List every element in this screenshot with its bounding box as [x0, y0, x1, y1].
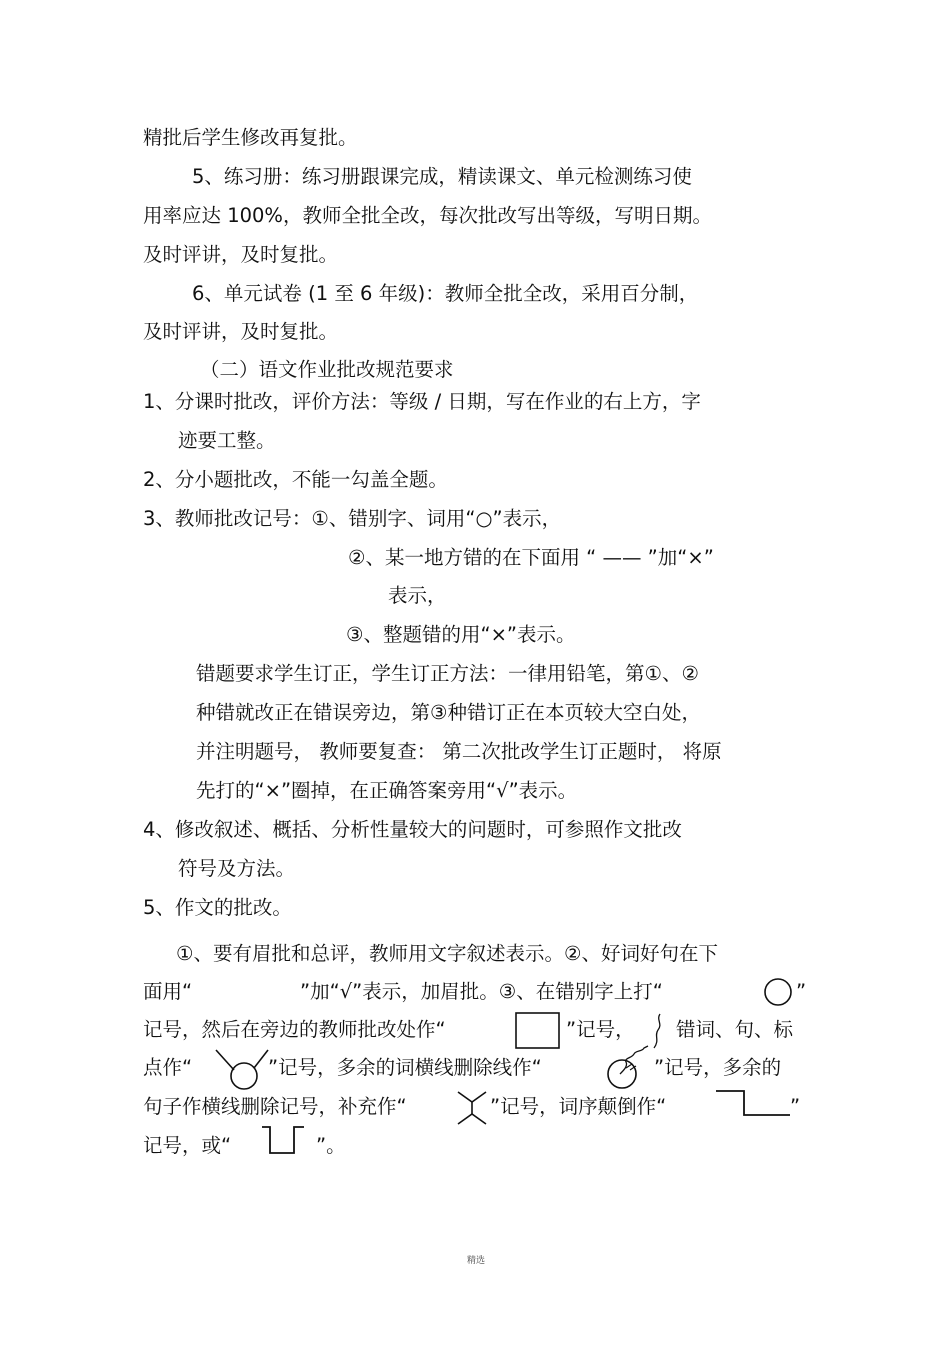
line-16: 种错就改正在错误旁边，第③种错订正在本页较大空白处，	[196, 701, 701, 724]
insertion-mark-icon	[452, 1088, 492, 1128]
line-19: 4、修改叙述、概括、分析性量较大的问题时，可参照作文批改	[143, 818, 682, 841]
line-27a: 记号，或“	[143, 1134, 232, 1157]
page-footer: 精选	[467, 1256, 486, 1266]
section-heading: （二）语文作业批改规范要求	[200, 358, 454, 381]
line-14: ③、整题错的用“×”表示。	[346, 623, 576, 646]
line-03: 用率应达 100%，教师全批全改，每次批改写出等级，写明日期。	[143, 204, 712, 227]
line-13: 表示，	[388, 584, 447, 607]
line-18: 先打的“×”圈掉，在正确答案旁用“√”表示。	[196, 779, 578, 802]
line-21: 5、作文的批改。	[143, 896, 292, 919]
line-06: 及时评讲，及时复批。	[143, 320, 339, 343]
deletion-circle-mark-icon	[600, 1044, 656, 1092]
line-23b: ”加“√”表示，加眉批。③、在错别字上打“	[300, 980, 663, 1003]
line-23a: 面用“	[143, 980, 193, 1003]
line-23c: ”	[796, 980, 807, 1003]
circle-mark-icon	[762, 976, 794, 1008]
line-25b: ”记号，多余的词横线删除线作“	[268, 1056, 542, 1079]
line-24c: 错词、句、标	[676, 1018, 794, 1041]
line-11: 3、教师批改记号：①、错别字、词用“○”表示，	[143, 507, 562, 530]
line-26a: 句子作横线删除记号，补充作“	[143, 1095, 407, 1118]
line-08: 1、分课时批改，评价方法：等级 / 日期，写在作业的右上方，字	[143, 390, 701, 413]
line-25a: 点作“	[143, 1056, 193, 1079]
line-25c: ”记号，多余的	[654, 1056, 782, 1079]
line-26c: ”	[790, 1095, 801, 1118]
line-04: 及时评讲，及时复批。	[143, 243, 339, 266]
line-24a: 记号，然后在旁边的教师批改处作“	[143, 1018, 446, 1041]
line-22: ①、要有眉批和总评，教师用文字叙述表示。②、好词好句在下	[176, 942, 718, 965]
square-box-mark-icon	[514, 1011, 562, 1051]
line-26b: ”记号，词序颠倒作“	[490, 1095, 667, 1118]
line-15: 错题要求学生订正，学生订正方法：一律用铅笔，第①、②	[196, 662, 699, 685]
v-circle-mark-icon	[212, 1046, 272, 1092]
transposition-mark-icon	[712, 1087, 794, 1121]
line-24b: ”记号，	[566, 1018, 635, 1041]
line-12: ②、某一地方错的在下面用 “ —— ”加“×”	[348, 546, 714, 569]
transposition-alt-mark-icon	[256, 1123, 312, 1159]
line-01: 精批后学生修改再复批。	[143, 126, 358, 149]
line-10: 2、分小题批改，不能一勾盖全题。	[143, 468, 448, 491]
line-05: 6、单元试卷 (1 至 6 年级)：教师全批全改，采用百分制，	[192, 282, 699, 305]
line-09: 迹要工整。	[178, 429, 276, 452]
line-27b: ”。	[316, 1134, 346, 1157]
line-20: 符号及方法。	[178, 857, 296, 880]
line-17: 并注明题号， 教师要复查： 第二次批改学生订正题时， 将原	[196, 740, 722, 763]
line-02: 5、练习册：练习册跟课完成，精读课文、单元检测练习使	[192, 165, 692, 188]
